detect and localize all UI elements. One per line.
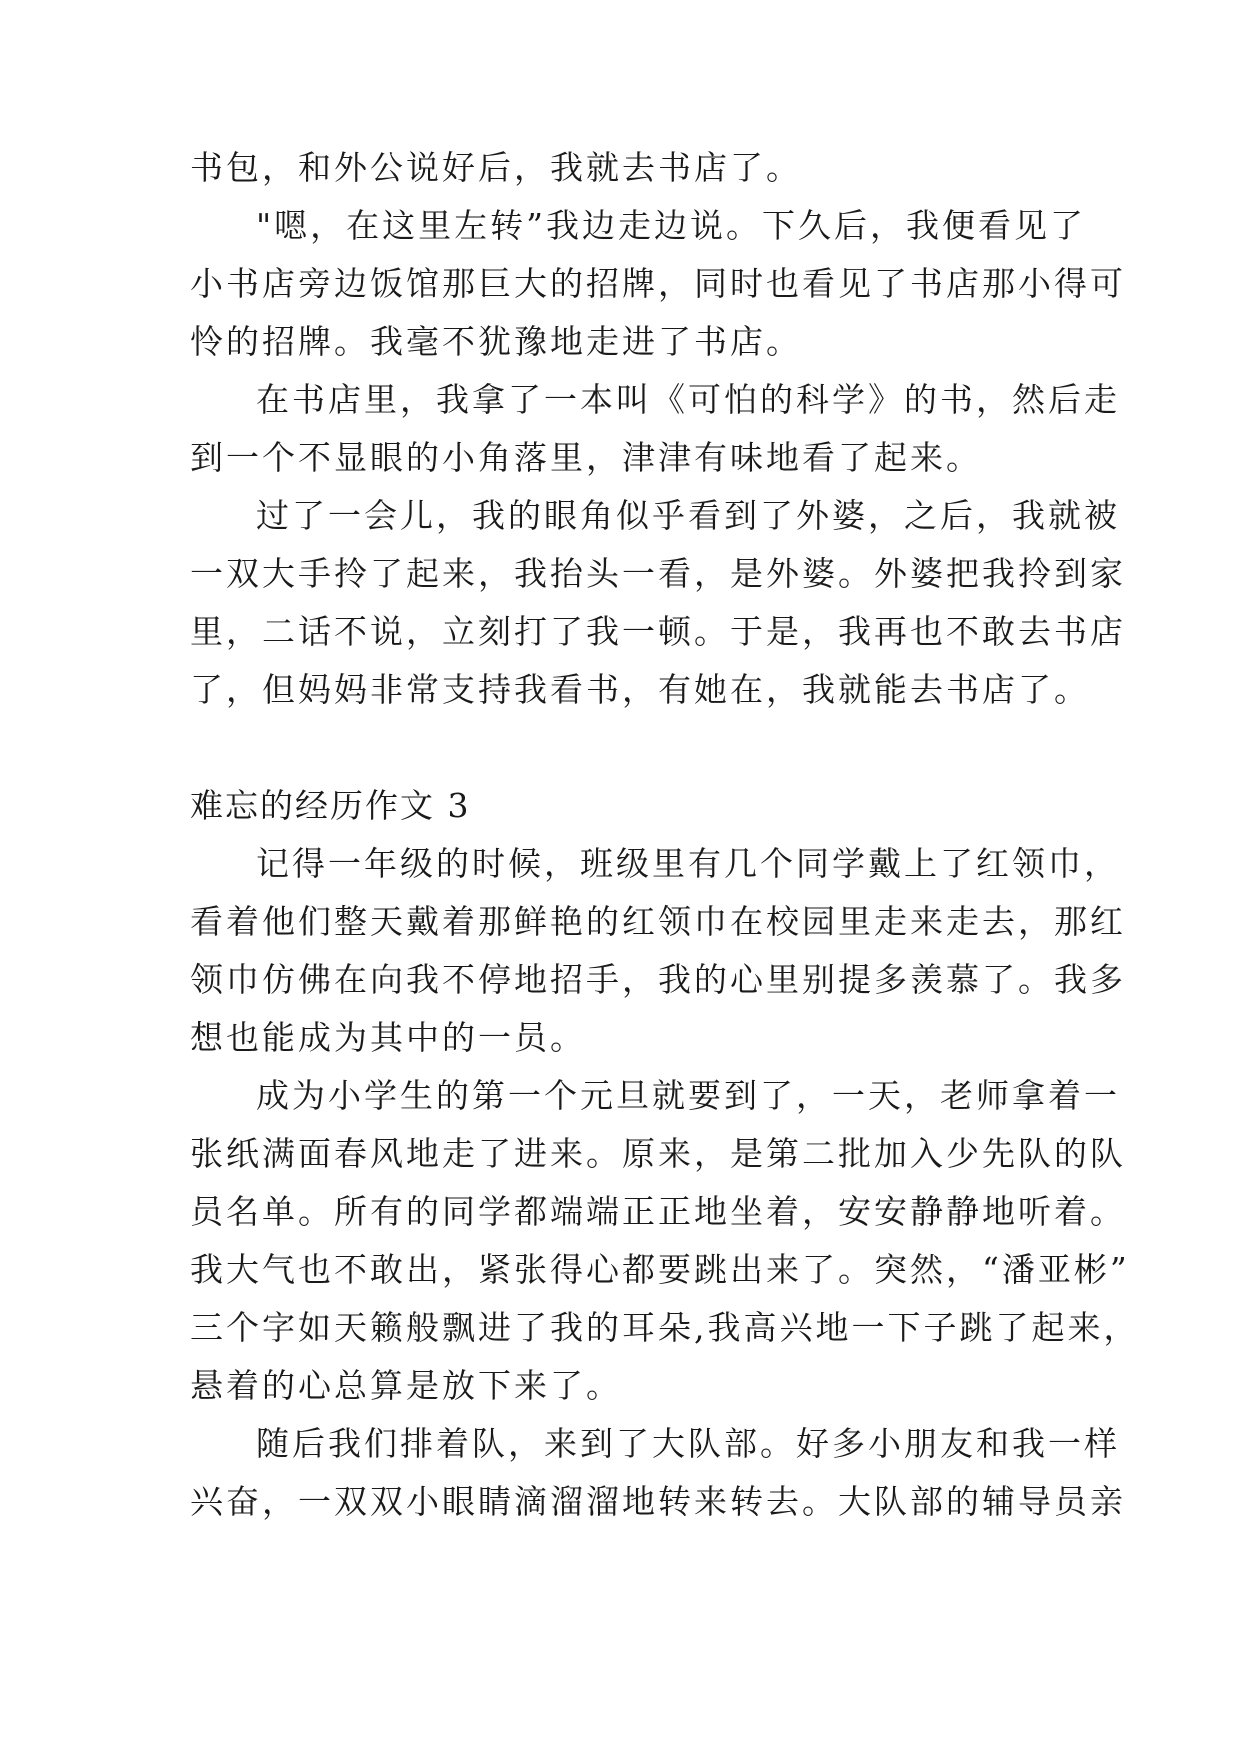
text-line: 怜的招牌。我毫不犹豫地走进了书店。 [190, 322, 802, 361]
text-line: 一双大手拎了起来，我抬头一看，是外婆。外婆把我拎到家 [190, 554, 1126, 593]
text-line: 到一个不显眼的小角落里，津津有味地看了起来。 [190, 438, 982, 477]
text-line: 悬着的心总算是放下来了。 [190, 1366, 622, 1405]
text-line: 小书店旁边饭馆那巨大的招牌，同时也看见了书店那小得可 [190, 264, 1126, 303]
text-line: 领巾仿佛在向我不停地招手，我的心里别提多羡慕了。我多 [190, 960, 1126, 999]
text-line: 里，二话不说，立刻打了我一顿。于是，我再也不敢去书店 [190, 612, 1126, 651]
paragraph-start-line: 随后我们排着队，来到了大队部。好多小朋友和我一样 [256, 1424, 1120, 1463]
paragraph-start-line: 过了一会儿，我的眼角似乎看到了外婆，之后，我就被 [256, 496, 1120, 535]
text-line: 我大气也不敢出，紧张得心都要跳出来了。突然，“潘亚彬” [190, 1250, 1130, 1289]
text-line: 员名单。所有的同学都端端正正地坐着，安安静静地听着。 [190, 1192, 1126, 1231]
text-line: 想也能成为其中的一员。 [190, 1018, 586, 1057]
text-line: 张纸满面春风地走了进来。原来，是第二批加入少先队的队 [190, 1134, 1126, 1173]
text-line: 看着他们整天戴着那鲜艳的红领巾在校园里走来走去，那红 [190, 902, 1126, 941]
paragraph-start-line: 在书店里，我拿了一本叫《可怕的科学》的书，然后走 [256, 380, 1120, 419]
paragraph-start-line: 成为小学生的第一个元旦就要到了，一天，老师拿着一 [256, 1076, 1120, 1115]
text-line: 书包，和外公说好后，我就去书店了。 [190, 148, 802, 187]
section-heading: 难忘的经历作文 3 [190, 786, 471, 825]
text-line: 三个字如天籁般飘进了我的耳朵,我高兴地一下子跳了起来， [190, 1308, 1140, 1347]
paragraph-start-line: "嗯，在这里左转”我边走边说。下久后，我便看见了 [256, 206, 1087, 245]
paragraph-start-line: 记得一年级的时候，班级里有几个同学戴上了红领巾， [256, 844, 1120, 883]
text-line: 了，但妈妈非常支持我看书，有她在，我就能去书店了。 [190, 670, 1090, 709]
text-line: 兴奋，一双双小眼睛滴溜溜地转来转去。大队部的辅导员亲 [190, 1482, 1126, 1521]
